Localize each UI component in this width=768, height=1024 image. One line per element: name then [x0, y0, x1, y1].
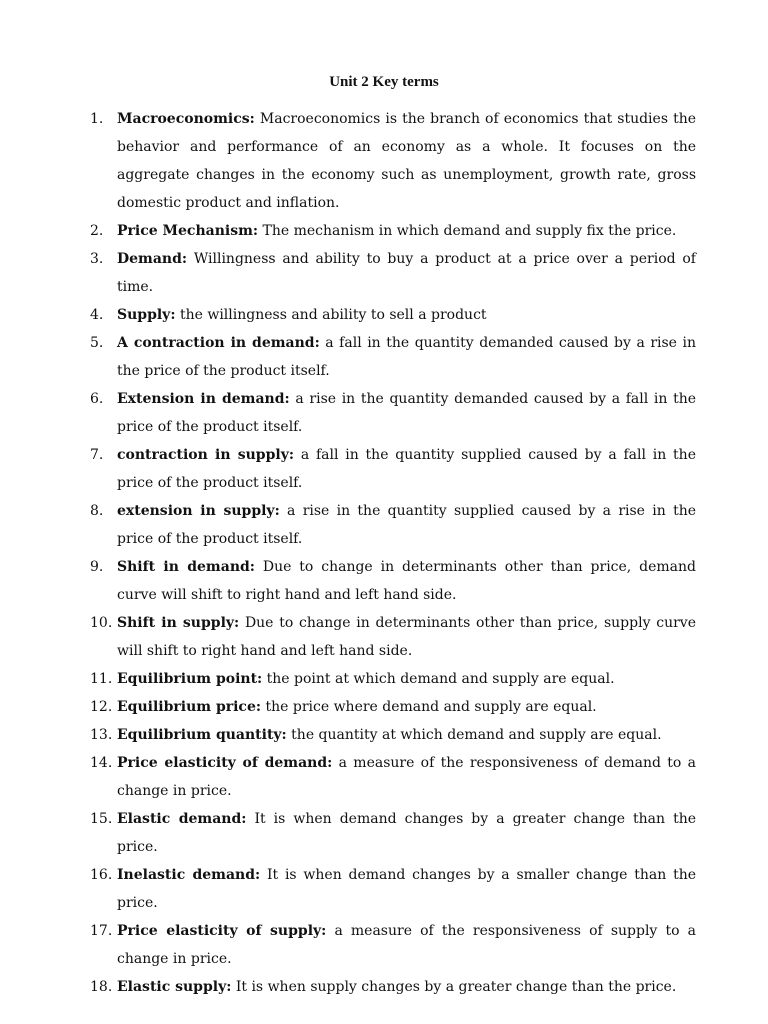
term-number: 2. [90, 223, 104, 239]
term-definition: a measure of the responsiveness of supply to a change in price. [117, 923, 696, 967]
term-definition: a rise in the quantity supplied caused by a rise in the price of the product itself. [117, 503, 696, 547]
term-item [90, 553, 696, 609]
term-name: Equilibrium price: [117, 699, 262, 715]
term-name: Supply: [117, 307, 176, 323]
term-name: Extension in demand: [117, 391, 290, 407]
term-number: 15. [90, 811, 113, 827]
term-name: Equilibrium quantity: [117, 727, 287, 743]
term-definition: Willingness and ability to buy a product at a price over a period of time. [117, 251, 696, 295]
term-item [90, 105, 696, 217]
term-definition: a fall in the quantity demanded caused by a rise in the price of the product itself. [117, 335, 696, 379]
term-number: 16. [90, 867, 113, 883]
term-number: 1. [90, 111, 104, 127]
term-name: Price elasticity of supply: [117, 923, 327, 939]
term-definition: It is when demand changes by a greater change than the price. [117, 811, 697, 855]
term-definition: Due to change in determinants other than price, demand curve will shift to right hand and left hand side. [117, 559, 697, 603]
term-number: 11. [90, 671, 113, 687]
term-name: Shift in supply: [117, 615, 240, 631]
term-item [90, 693, 696, 721]
term-item [90, 497, 696, 553]
term-name: A contraction in demand: [117, 335, 320, 351]
term-definition: It is when demand changes by a smaller change than the price. [117, 867, 697, 911]
term-item [90, 245, 696, 301]
term-definition: It is when supply changes by a greater change than the price. [235, 979, 677, 995]
term-name: contraction in supply: [117, 447, 294, 463]
term-item [90, 973, 696, 1001]
term-definition: the quantity at which demand and supply are equal. [291, 727, 662, 743]
term-definition: Macroeconomics is the branch of economics that studies the behavior and performance of an economy as a whole. It focuses on the aggregate changes in the economy such as unemployment, growth rate, gross domestic product and inflation. [117, 111, 697, 211]
term-name: Macroeconomics: [117, 111, 255, 127]
term-number: 17. [90, 923, 113, 939]
term-number: 3. [90, 251, 104, 267]
term-number: 4. [90, 307, 104, 323]
term-name: Shift in demand: [117, 559, 255, 575]
term-name: Elastic supply: [117, 979, 232, 995]
term-definition: a rise in the quantity demanded caused by a fall in the price of the product itself. [117, 391, 697, 435]
term-name: Demand: [117, 251, 188, 267]
term-item [90, 721, 696, 749]
document-title: Unit 2 Key terms [329, 74, 439, 90]
term-definition: Due to change in determinants other than price, supply curve will shift to right hand and left hand side. [117, 615, 696, 659]
term-name: Elastic demand: [117, 811, 247, 827]
term-item [90, 861, 696, 917]
term-number: 9. [90, 559, 104, 575]
term-name: Price elasticity of demand: [117, 755, 333, 771]
term-number: 10. [90, 615, 113, 631]
term-definition: The mechanism in which demand and supply fix the price. [262, 223, 677, 239]
term-number: 18. [90, 979, 113, 995]
term-item [90, 917, 696, 973]
term-item [90, 217, 696, 245]
term-definition: the willingness and ability to sell a product [179, 307, 487, 323]
term-name: Equilibrium point: [117, 671, 263, 687]
term-number: 14. [90, 755, 113, 771]
term-item [90, 665, 696, 693]
term-name: Price Mechanism: [117, 223, 259, 239]
term-item [90, 329, 696, 385]
term-item [90, 441, 696, 497]
term-item [90, 385, 696, 441]
term-definition: a measure of the responsiveness of demand to a change in price. [117, 755, 697, 799]
term-number: 8. [90, 503, 104, 519]
term-number: 12. [90, 699, 113, 715]
term-number: 7. [90, 447, 104, 463]
term-item [90, 301, 696, 329]
term-definition: the price where demand and supply are equal. [265, 699, 597, 715]
key-terms-list [90, 105, 696, 1001]
term-number: 5. [90, 335, 104, 351]
term-item [90, 805, 696, 861]
term-number: 13. [90, 727, 113, 743]
term-name: extension in supply: [117, 503, 280, 519]
term-definition: the point at which demand and supply are equal. [266, 671, 615, 687]
term-definition: a fall in the quantity supplied caused by a fall in the price of the product itself. [117, 447, 696, 491]
term-name: Inelastic demand: [117, 867, 261, 883]
term-item [90, 749, 696, 805]
term-number: 6. [90, 391, 104, 407]
term-item [90, 609, 696, 665]
